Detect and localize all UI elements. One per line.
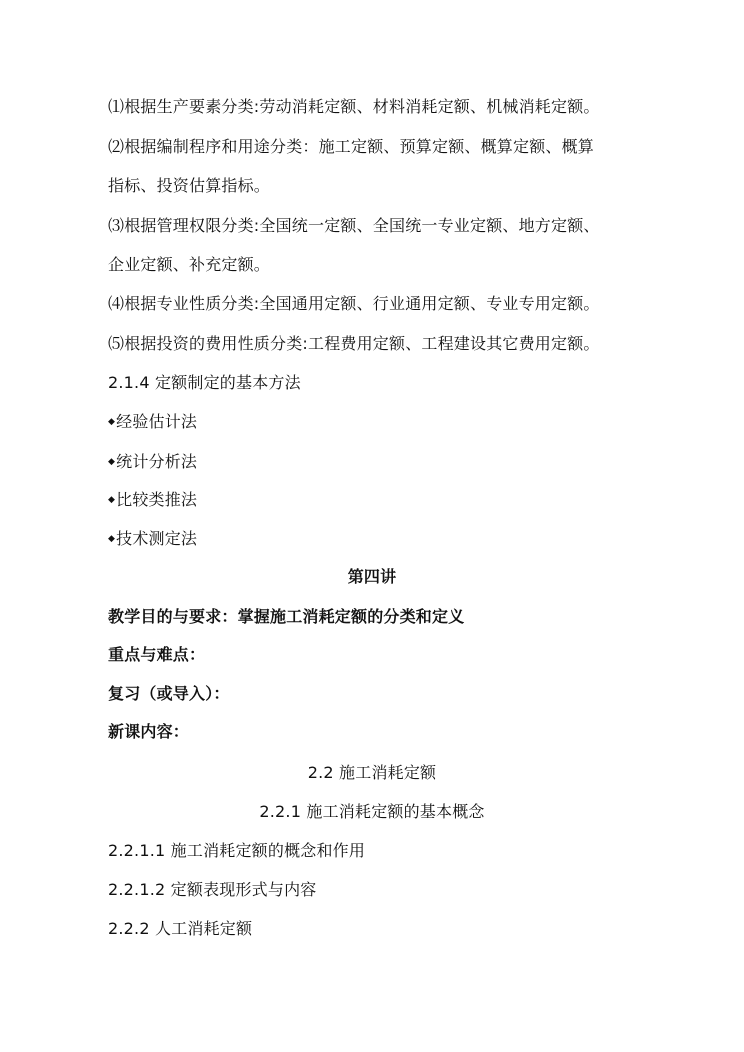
classification-item-3-continued: 企业定额、补充定额。	[108, 255, 271, 274]
lecture-title: 第四讲	[347, 567, 397, 586]
method-label: 技术测定法	[116, 529, 198, 548]
section-heading-2-2: 2.2 施工消耗定额	[307, 763, 437, 782]
section-heading-2-2-1: 2.2.1 施工消耗定额的基本概念	[259, 802, 485, 821]
key-points-label: 重点与难点：	[108, 645, 206, 664]
classification-item-1: ⑴根据生产要素分类:劳动消耗定额、材料消耗定额、机械消耗定额。	[108, 97, 600, 116]
method-label: 比较类推法	[116, 490, 198, 509]
method-list-item	[108, 411, 648, 433]
classification-item-4: ⑷根据专业性质分类:全国通用定额、行业通用定额、专业专用定额。	[108, 294, 600, 313]
classification-item-5: ⑸根据投资的费用性质分类:工程费用定额、工程建设其它费用定额。	[108, 334, 600, 353]
diamond-bullet-icon: ◆	[108, 457, 116, 467]
diamond-bullet-icon: ◆	[108, 495, 116, 505]
classification-item-2: ⑵根据编制程序和用途分类：施工定额、预算定额、概算定额、概算	[108, 137, 595, 156]
section-item-2-2-2: 2.2.2 人工消耗定额	[108, 919, 253, 938]
method-list-item	[108, 528, 648, 550]
diamond-bullet-icon: ◆	[108, 417, 116, 427]
method-label: 经验估计法	[116, 412, 198, 431]
review-label: 复习（或导入）：	[108, 684, 230, 703]
method-list-item	[108, 451, 648, 473]
method-list-item	[108, 489, 648, 511]
diamond-bullet-icon: ◆	[108, 534, 116, 544]
teaching-objective: 教学目的与要求：掌握施工消耗定额的分类和定义	[108, 607, 465, 626]
section-heading-2-1-4: 2.1.4 定额制定的基本方法	[108, 373, 301, 392]
section-item-2-2-1-1: 2.2.1.1 施工消耗定额的概念和作用	[108, 841, 366, 860]
new-content-label: 新课内容：	[108, 722, 190, 741]
section-item-2-2-1-2: 2.2.1.2 定额表现形式与内容	[108, 880, 317, 899]
method-label: 统计分析法	[116, 452, 198, 471]
classification-item-3: ⑶根据管理权限分类:全国统一定额、全国统一专业定额、地方定额、	[108, 216, 600, 235]
classification-item-2-continued: 指标、投资估算指标。	[108, 176, 271, 195]
